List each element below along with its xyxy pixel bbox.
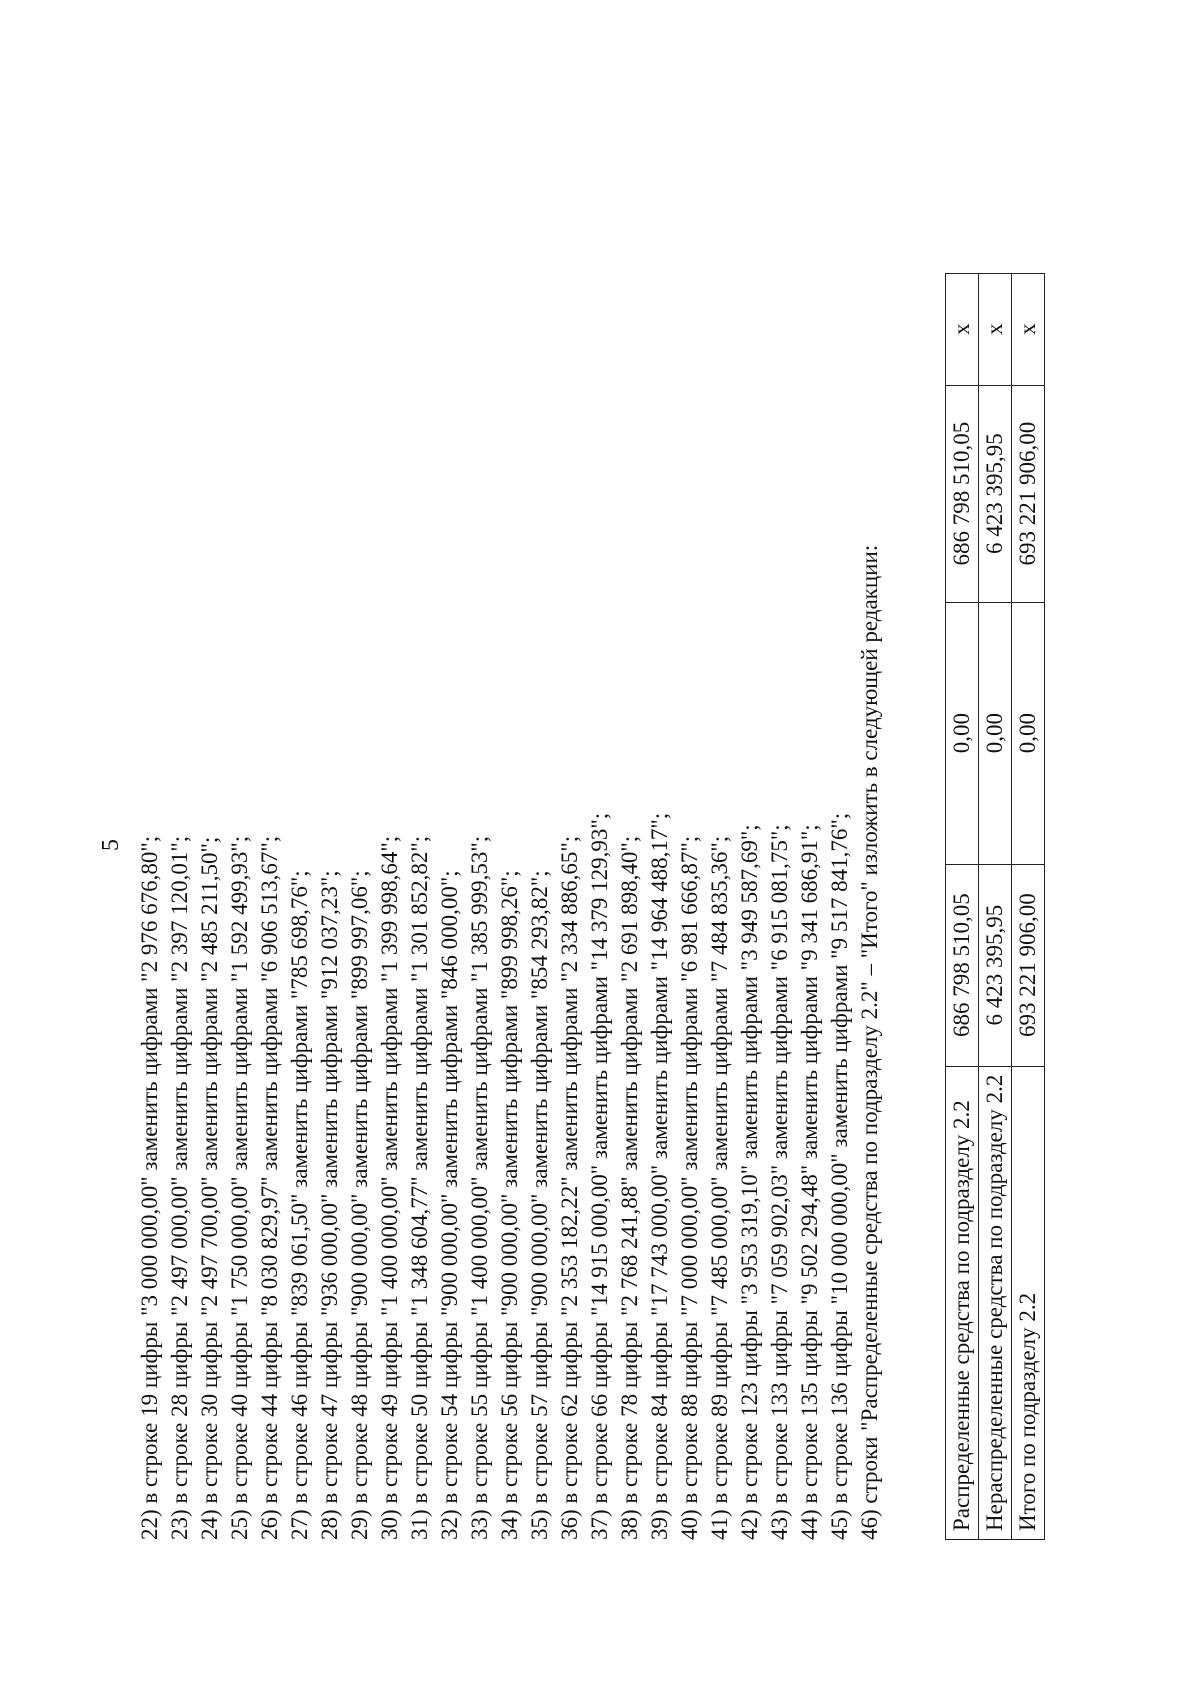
- amendment-line: 30) в строке 49 цифры "1 400 000,00" заменить цифрами "1 399 998,64";: [377, 835, 402, 1540]
- amendment-line: 37) в строке 66 цифры "14 915 000,00" заменить цифрами "14 379 129,93";: [587, 812, 612, 1540]
- subsection-totals-table: [945, 273, 1045, 1540]
- table-cell: х: [946, 273, 979, 385]
- amendment-line: 26) в строке 44 цифры "8 030 829,97" заменить цифрами "6 906 513,67";: [257, 835, 282, 1540]
- amendment-line: 38) в строке 78 цифры "2 768 241,88" заменить цифрами "2 691 898,40";: [617, 835, 642, 1540]
- amendment-line: 33) в строке 55 цифры "1 400 000,00" заменить цифрами "1 385 999,53";: [467, 835, 492, 1540]
- amendment-line: 40) в строке 88 цифры "7 000 000,00" заменить цифрами "6 981 666,87";: [677, 835, 702, 1540]
- amendment-line: 44) в строке 135 цифры "9 502 294,48" заменить цифрами "9 341 686,91";: [797, 824, 822, 1540]
- amendment-line: 23) в строке 28 цифры "2 497 000,00" заменить цифрами "2 397 120,01";: [167, 835, 192, 1540]
- amendment-line: 25) в строке 40 цифры "1 750 000,00" заменить цифрами "1 592 499,93";: [227, 835, 252, 1540]
- table-cell: 693 221 906,00: [1012, 864, 1045, 1066]
- page-number: 5: [98, 839, 124, 851]
- table-row: [1012, 273, 1045, 1539]
- amendment-line: 28) в строке 47 цифры "936 000,00" заменить цифрами "912 037,23";: [317, 870, 342, 1540]
- row-label: Нераспределенные средства по подразделу 2.2: [979, 1066, 1012, 1539]
- rotated-content: [95, 95, 1095, 1595]
- amendment-line: 41) в строке 89 цифры "7 485 000,00" заменить цифрами "7 484 835,36";: [707, 835, 732, 1540]
- table-cell: х: [979, 273, 1012, 385]
- amendment-line: 27) в строке 46 цифры "839 061,50" заменить цифрами "785 698,76";: [287, 870, 312, 1540]
- table-cell: 0,00: [1012, 602, 1045, 864]
- table-row: [946, 273, 979, 1539]
- table-cell: 0,00: [979, 602, 1012, 864]
- amendment-line: 43) в строке 133 цифры "7 059 902,03" заменить цифрами "6 915 081,75";: [767, 824, 792, 1540]
- table-cell: 686 798 510,05: [946, 864, 979, 1066]
- amendment-line: 42) в строке 123 цифры "3 953 319,10" заменить цифрами "3 949 587,69";: [737, 824, 762, 1540]
- amendment-line: 39) в строке 84 цифры "17 743 000,00" заменить цифрами "14 964 488,17";: [647, 812, 672, 1540]
- amendment-line: 32) в строке 54 цифры "900 000,00" заменить цифрами "846 000,00";: [437, 870, 462, 1540]
- table-cell: х: [1012, 273, 1045, 385]
- table-row: [979, 273, 1012, 1539]
- amendment-list: [135, 100, 885, 1540]
- row-label: Распределенные средства по подразделу 2.2: [946, 1066, 979, 1539]
- amendment-line: 34) в строке 56 цифры "900 000,00" заменить цифрами "899 998,26";: [497, 870, 522, 1540]
- table-cell: 6 423 395,95: [979, 385, 1012, 602]
- table-cell: 6 423 395,95: [979, 864, 1012, 1066]
- table-cell: 693 221 906,00: [1012, 385, 1045, 602]
- amendment-line: 46) строки "Распределенные средства по подразделу 2.2" – "Итого" изложить в следующей редакции:: [857, 544, 882, 1540]
- amendment-line: 24) в строке 30 цифры "2 497 700,00" заменить цифрами "2 485 211,50";: [197, 836, 222, 1540]
- table-cell: 686 798 510,05: [946, 385, 979, 602]
- amendment-line: 45) в строке 136 цифры "10 000 000,00" заменить цифрами "9 517 841,76";: [827, 812, 852, 1540]
- amendment-line: 36) в строке 62 цифры "2 353 182,22" заменить цифрами "2 334 886,65";: [557, 835, 582, 1540]
- row-label: Итого по подразделу 2.2: [1012, 1066, 1045, 1539]
- table-cell: 0,00: [946, 602, 979, 864]
- amendment-line: 22) в строке 19 цифры "3 000 000,00" заменить цифрами "2 976 676,80";: [137, 835, 162, 1540]
- amendment-line: 31) в строке 50 цифры "1 348 604,77" заменить цифрами "1 301 852,82";: [407, 835, 432, 1540]
- amendment-line: 35) в строке 57 цифры "900 000,00" заменить цифрами "854 293,82";: [527, 870, 552, 1540]
- amendment-line: 29) в строке 48 цифры "900 000,00" заменить цифрами "899 997,06";: [347, 870, 372, 1540]
